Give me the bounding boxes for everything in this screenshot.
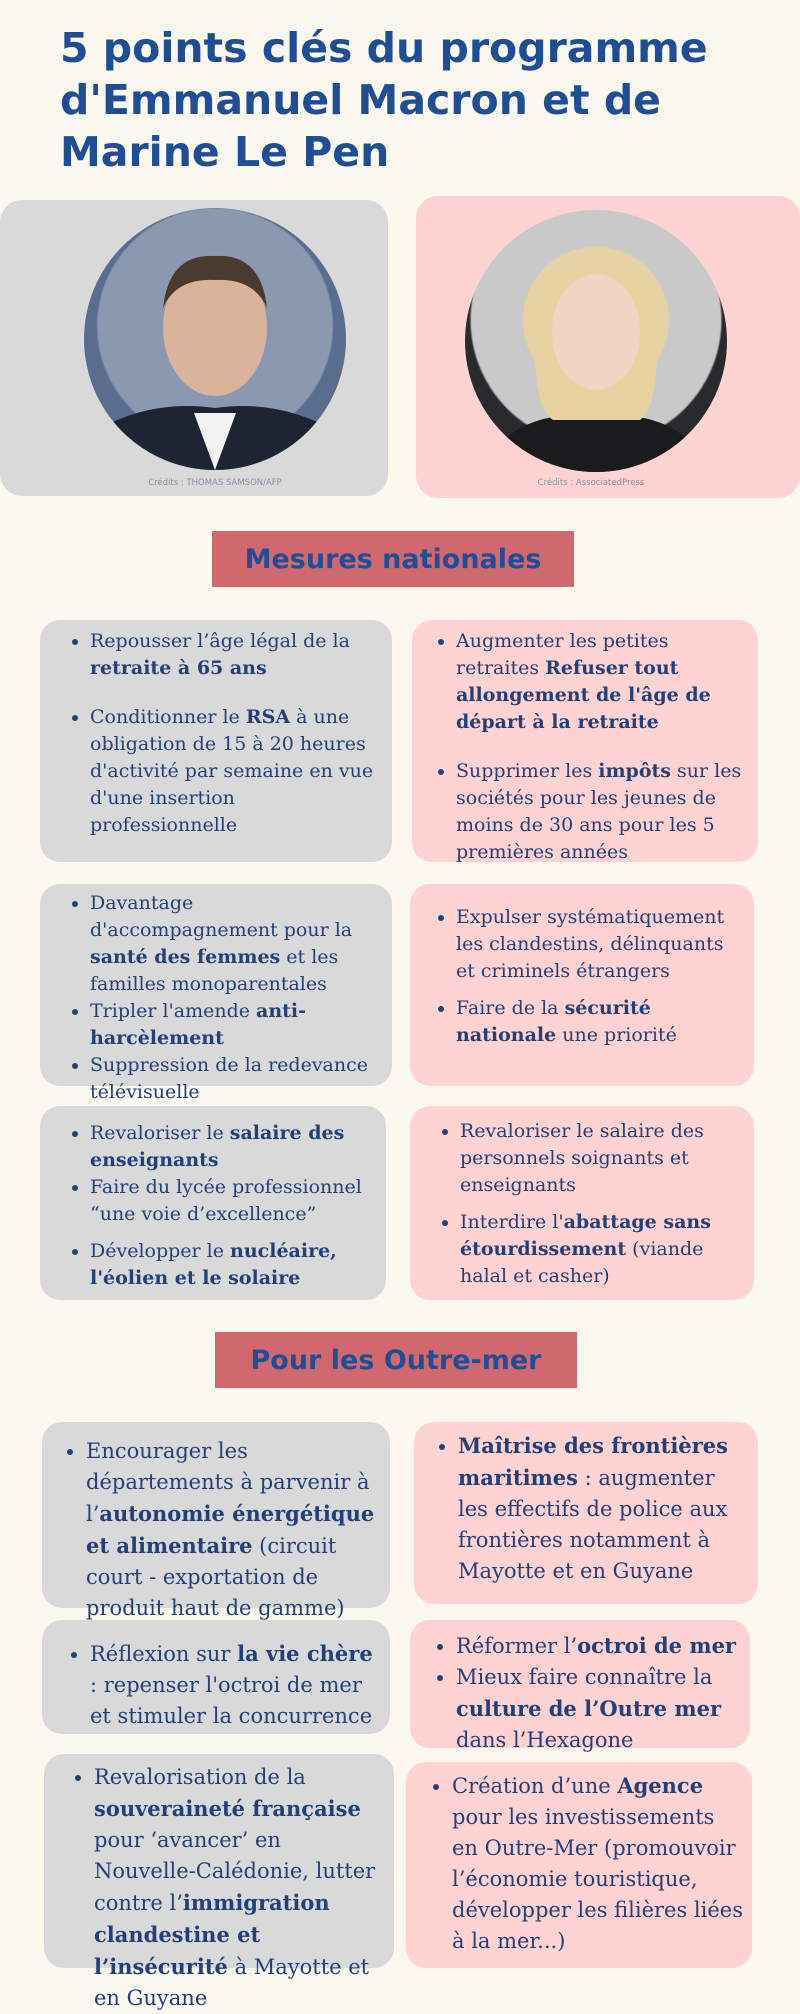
lepen-national-box-3 — [410, 1106, 754, 1300]
list-item: • Davantage d'accompagnement pour la santé des femmes et les familles monoparentales — [90, 890, 384, 998]
list-item: • Création d’une Agence pour les investissements en Outre-Mer (promouvoir l’économie touristique, développer les filières liées à la mer...) — [452, 1770, 744, 1957]
lepen-outremer-box-1 — [414, 1422, 758, 1604]
list-item: • Tripler l'amende anti-harcèlement — [90, 998, 384, 1052]
list-item: • Encourager les départements à parvenir à l’autonomie énergétique et alimentaire (circuit court - exportation de produit haut de gamme) — [86, 1436, 380, 1624]
macron-national-box-2 — [40, 884, 392, 1103]
macron-portrait — [84, 208, 346, 470]
list-item: • Développer le nucléaire, l'éolien et le solaire — [90, 1238, 378, 1292]
lepen-outremer-box-3 — [406, 1762, 752, 1968]
list-item: • Expulser systématiquement les clandestins, délinquants et criminels étrangers — [456, 904, 744, 985]
lepen-photo-credit: Crédits : AssociatedPress — [537, 478, 645, 488]
list-item: • Revaloriser le salaire des personnels soignants et enseignants — [460, 1118, 742, 1199]
macron-outremer-box-3 — [44, 1754, 394, 2010]
list-item: • Réflexion sur la vie chère : repenser l'octroi de mer et stimuler la concurrence — [90, 1638, 380, 1732]
section-heading-mesures-nationales: Mesures nationales — [212, 531, 574, 587]
lepen-national-box-2 — [410, 884, 754, 1086]
list-item: • Supprimer les impôts sur les sociétés pour les jeunes de moins de 30 ans pour les 5 premières années — [456, 758, 744, 866]
lepen-portrait — [465, 210, 727, 472]
list-item: • Interdire l'abattage sans étourdissement (viande halal et casher) — [460, 1209, 742, 1290]
list-item: • Faire du lycée professionnel “une voie d’excellence” — [90, 1174, 378, 1228]
section-heading-outre-mer: Pour les Outre-mer — [215, 1332, 577, 1388]
list-item: • Réformer l’octroi de mer — [456, 1630, 742, 1662]
list-item: • Maîtrise des frontières maritimes : augmenter les effectifs de police aux frontières notamment à Mayotte et en Guyane — [458, 1430, 748, 1587]
macron-national-box-1 — [40, 620, 392, 862]
list-item: • Mieux faire connaître la culture de l’Outre mer dans l’Hexagone — [456, 1662, 742, 1756]
list-item: • Revaloriser le salaire des enseignants — [90, 1120, 378, 1174]
page-title: 5 points clés du programme d'Emmanuel Macron et de Marine Le Pen — [60, 24, 708, 176]
list-item: • Augmenter les petites retraites Refuser tout allongement de l'âge de départ à la retraite — [456, 628, 744, 736]
macron-outremer-box-1 — [42, 1422, 390, 1620]
list-item: • Repousser l’âge légal de la retraite à 65 ans — [90, 628, 378, 682]
list-item: • Faire de la sécurité nationale une priorité — [456, 995, 744, 1049]
list-item: • Conditionner le RSA à une obligation de 15 à 20 heures d'activité par semaine en vue d'une insertion professionnelle — [90, 704, 378, 839]
lepen-outremer-box-2 — [410, 1620, 750, 1752]
macron-photo-credit: Crédits : THOMAS SAMSON/AFP — [148, 478, 282, 488]
list-item: • Suppression de la redevance télévisuelle — [90, 1052, 384, 1106]
macron-outremer-box-2 — [42, 1620, 390, 1734]
macron-national-box-3 — [40, 1106, 386, 1300]
lepen-national-box-1 — [412, 620, 758, 862]
list-item: • Revalorisation de la souveraineté française pour ‘avancer’ en Nouvelle-Calédonie, lutter contre l’immigration clandestine et l’insécurité à Mayotte et en Guyane — [94, 1762, 384, 2014]
